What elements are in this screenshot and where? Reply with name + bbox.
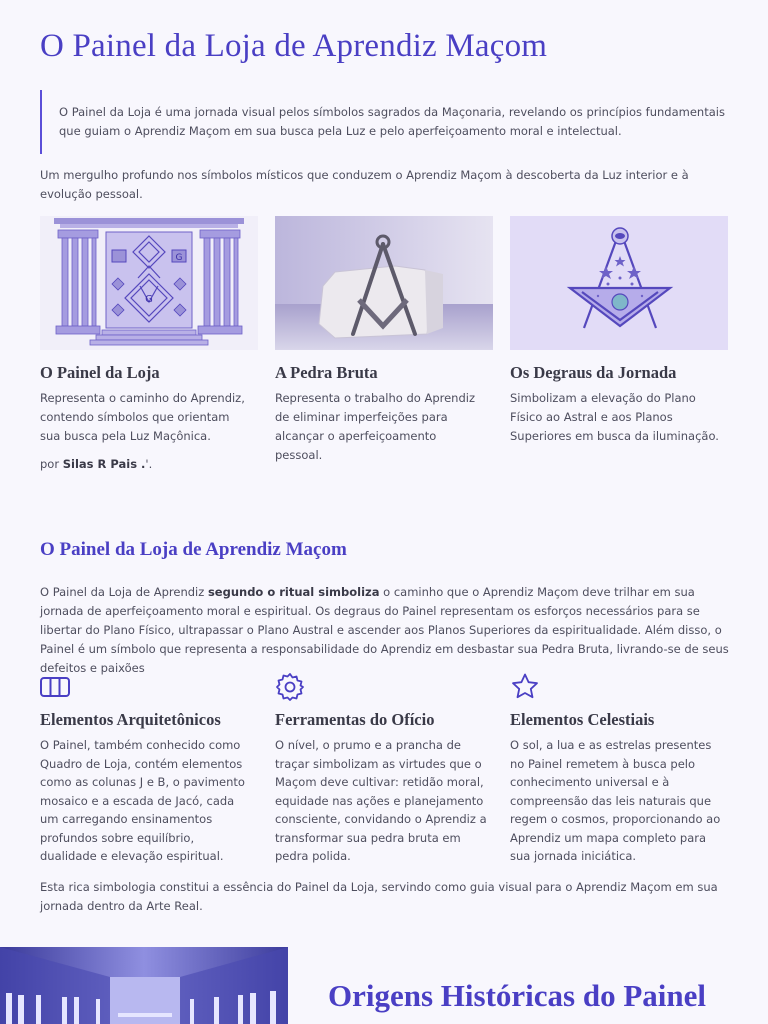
- feature-title-celestial: Elementos Celestiais: [510, 710, 655, 729]
- intro-quote: O Painel da Loja é uma jornada visual pelos símbolos sagrados da Maçonaria, revelando os princípios fundamentais que guiam o Aprendiz Maçom em sua busca pela Luz e pelo aperfeiçoamento moral e intelectual.: [40, 90, 730, 154]
- feature-title-architecture: Elementos Arquitetônicos: [40, 710, 221, 729]
- card-text-rough-stone: Representa o trabalho do Aprendiz de eliminar imperfeições para alcançar o aperfeiçoamento pessoal.: [275, 391, 475, 462]
- feature-text-celestial: O sol, a lua e as estrelas presentes no Painel remetem à busca pelo conhecimento universal e à compreensão das leis naturais que regem o cosmos, proporcionando ao Aprendiz um mapa completo para sua jornada iniciática.: [510, 738, 721, 863]
- card-text-steps: Simbolizam a elevação do Plano Físico ao Astral e aos Planos Superiores em busca da iluminação.: [510, 391, 719, 443]
- card-title-rough-stone: A Pedra Bruta: [275, 363, 378, 382]
- next-section-title: Origens Históricas do Painel: [328, 978, 707, 1013]
- section-title: O Painel da Loja de Aprendiz Maçom: [40, 539, 347, 560]
- closing-text: Esta rica simbologia constitui a essência do Painel da Loja, servindo como guia visual para o Aprendiz Maçom em sua jornada dentro da Arte Real.: [40, 880, 718, 913]
- para-bold: segundo o ritual simboliza: [207, 585, 380, 599]
- svg-text:G: G: [175, 253, 183, 263]
- intro-text: Um mergulho profundo nos símbolos místicos que conduzem o Aprendiz Maçom à descoberta da Luz interior e à evolução pessoal.: [40, 168, 689, 201]
- gear-icon: [275, 672, 305, 702]
- lodge-board-image: [40, 216, 258, 350]
- svg-text:G: G: [145, 294, 153, 305]
- section-paragraph: [40, 583, 740, 678]
- star-icon: [510, 672, 540, 702]
- card-title-lodge-board: O Painel da Loja: [40, 363, 160, 382]
- para-end: o caminho que o Aprendiz Maçom deve trilhar em sua jornada de aperfeiçoamento moral e espiritual. Os degraus do Painel representam os esforços necessários para se libertar do Plano Físico, ultrapassar o Plano Austral e ascender aos Planos Superiores da espiritualidade. Além disso, o Painel é um símbolo que representa a responsabilidade do Aprendiz em desbastar sua Pedra Bruta, livrando-se de seus defeitos e paixões: [40, 585, 729, 675]
- byline-suffix: '.: [145, 457, 153, 471]
- temple-hall-image: [0, 947, 288, 1024]
- para-start: O Painel da Loja de Aprendiz: [40, 585, 208, 599]
- feature-title-tools: Ferramentas do Ofício: [275, 710, 435, 729]
- byline-prefix: por: [40, 457, 63, 471]
- feature-text-tools: O nível, o prumo e a prancha de traçar simbolizam as virtudes que o Maçom deve cultivar: retidão moral, equidade nas ações e planejamento consciente, convidando o Aprendiz a transformar sua pedra bruta em pedra polida.: [275, 738, 487, 863]
- card-text-lodge-board: Representa o caminho do Aprendiz, contendo símbolos que orientam sua busca pela Luz Maçônica.: [40, 391, 245, 443]
- square-compass-image: [510, 216, 728, 350]
- page-title: O Painel da Loja de Aprendiz Maçom: [40, 28, 548, 64]
- feature-text-architecture: O Painel, também conhecido como Quadro de Loja, contém elementos como as colunas J e B, o pavimento mosaico e a escada de Jacó, cada um carregando ensinamentos profundos sobre equilíbrio, dualidade e elevação espiritual.: [40, 738, 245, 863]
- author-name: Silas R Pais .: [62, 457, 146, 471]
- byline: [40, 457, 152, 471]
- rough-stone-image: [275, 216, 493, 350]
- columns-icon: [40, 672, 70, 702]
- card-title-steps: Os Degraus da Jornada: [510, 363, 677, 382]
